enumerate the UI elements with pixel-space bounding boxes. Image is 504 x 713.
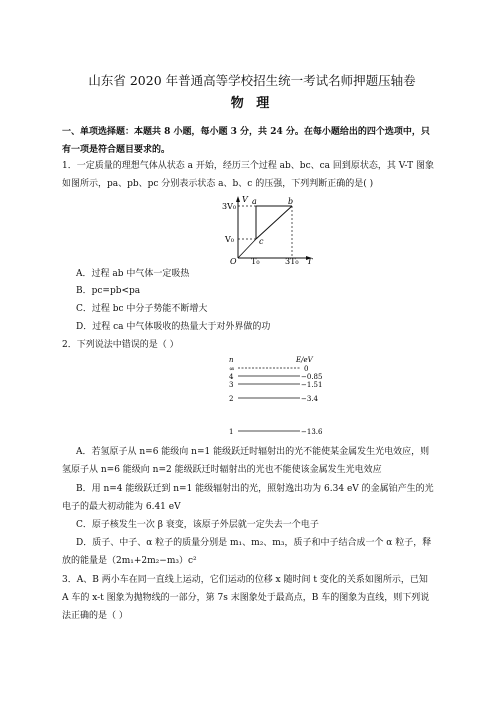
level-n-1: 1 <box>229 428 234 436</box>
q1-stem-line1: 1．一定质量的理想气体从状态 a 开始，经历三个过程 ab、bc、ca 回到原状态，其 V-T 图象 <box>62 161 434 171</box>
section-heading-line2: 有一项是符合题目要求的。 <box>62 145 171 155</box>
label-point-a: a <box>252 197 257 206</box>
q2-stem: 2．下列说法中错误的是（ ） <box>62 340 179 350</box>
q3-stem-line1: 3．A、B 两小车在同一直线上运动，它们运动的位移 x 随时间 t 变化的关系如图所示，已知 <box>62 575 428 585</box>
label-3v0: 3V₀ <box>222 202 237 211</box>
label-v0: V₀ <box>225 235 234 244</box>
label-point-c: c <box>259 237 264 246</box>
level-n-inf: ∞ <box>229 365 235 373</box>
level-e-2: −3.4 <box>301 395 318 403</box>
q2-option-c: C．原子核发生一次 β 衰变，该原子外层就一定失去一个电子 <box>76 520 319 530</box>
q2-option-a-line2: 氢原子从 n=6 能级向 n=2 能级跃迁时辐射出的光也不能使该金属发生光电效应 <box>62 465 382 475</box>
label-3t0: 3T₀ <box>285 257 299 264</box>
label-point-b: b <box>288 197 294 206</box>
label-v-axis: V <box>242 195 248 204</box>
subject-heading: 物 理 <box>230 96 274 111</box>
q2-option-d-line2: 放的能量是（2m₁+2m₂−m₃）c² <box>62 556 197 566</box>
page-title: 山东省 2020 年普通高等学校招生统一考试名师押题压轴卷 <box>88 73 416 88</box>
line-bc <box>256 206 292 239</box>
q2-option-b-line1: B．用 n=4 能级跃迁到 n=1 能级辐射出的光，照射逸出功为 6.34 eV 的金属铂产生的光 <box>76 484 434 494</box>
level-e-inf: 0 <box>304 365 309 373</box>
q2-option-d-line1: D．质子、中子、α 粒子的质量分别是 m₁、m₂、m₃，质子和中子结合成一个 α 粒子，释 <box>76 538 432 548</box>
q1-option-d: D．过程 ca 中气体吸收的热量大于对外界做的功 <box>76 322 271 332</box>
label-energy: E/eV <box>296 356 313 364</box>
level-n-3: 3 <box>229 381 234 389</box>
vt-graph <box>222 194 314 264</box>
level-n-2: 2 <box>229 395 234 403</box>
q1-option-c: C．过程 bc 中分子势能不断增大 <box>76 304 208 314</box>
level-e-3: −1.51 <box>301 381 323 389</box>
label-origin: O <box>230 257 237 264</box>
q3-stem-line3: 法正确的是（ ） <box>62 611 128 621</box>
v-axis-arrow <box>236 196 240 202</box>
q1-stem-line2: 如图所示，pa、pb、pc 分别表示状态 a、b、c 的压强，下列判断正确的是( ) <box>62 179 374 189</box>
line-oc <box>238 239 256 258</box>
q2-option-a-line1: A．若氢原子从 n=6 能级向 n=1 能级跃迁时辐射出的光不能使某金属发生光电效应，则 <box>76 447 430 457</box>
energy-level-diagram <box>226 355 326 445</box>
q2-option-b-line2: 电子的最大初动能为 6.41 eV <box>62 502 181 512</box>
q3-stem-line2: A 车的 x-t 图象为抛物线的一部分，第 7s 末图象处于最高点，B 车的图象为直线，则下列说 <box>62 593 430 603</box>
q1-option-a: A．过程 ab 中气体一定吸热 <box>76 269 190 279</box>
level-e-1: −13.6 <box>301 428 323 436</box>
label-n: n <box>229 356 234 364</box>
label-t-axis: T <box>307 257 313 264</box>
level-n-4: 4 <box>229 373 234 381</box>
section-heading-line1: 一、单项选择题：本题共 8 小题，每小题 3 分，共 24 分。在每小题给出的四个选项中，只 <box>62 127 430 137</box>
level-e-4: −0.85 <box>301 373 323 381</box>
label-t0: T₀ <box>251 257 260 264</box>
q1-option-b: B．pc=pb<pa <box>76 286 141 296</box>
